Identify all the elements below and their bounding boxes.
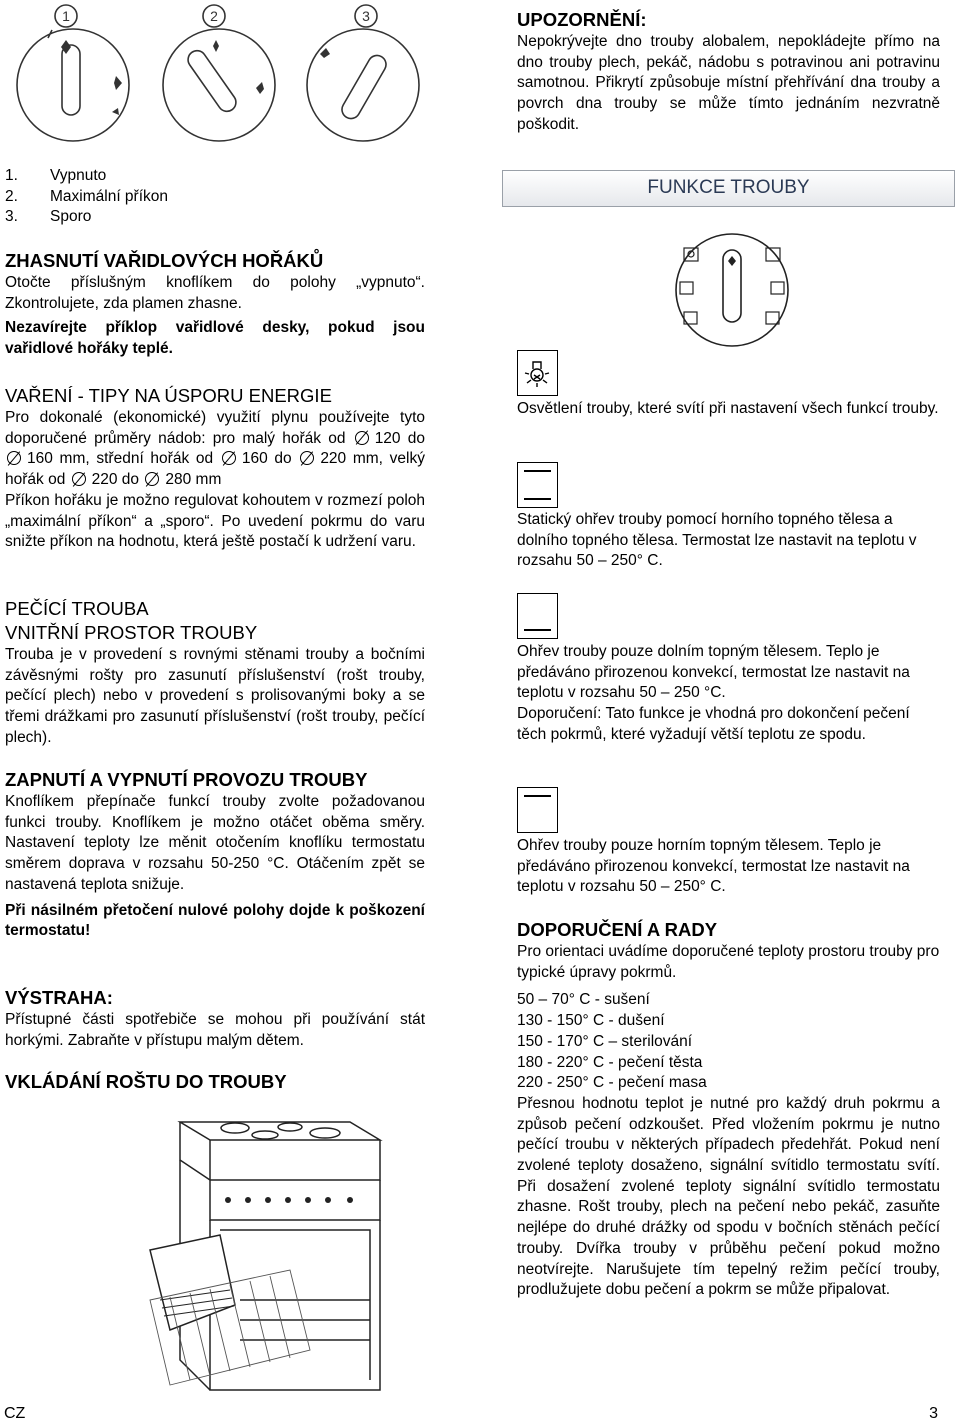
section-upozorneni: [517, 8, 940, 136]
section-title: VAŘENÍ - TIPY NA ÚSPORU ENERGIE: [5, 385, 332, 406]
list-item: 3. Sporo: [5, 208, 92, 226]
diameter-icon: [222, 451, 236, 465]
list-item: 130 - 150° C - dušení: [517, 1012, 665, 1030]
diameter-icon: [355, 431, 369, 445]
knob-3-icon: [307, 29, 419, 141]
list-item: 2. Maximální příkon: [5, 187, 169, 205]
section-vystraha: [5, 986, 425, 1051]
knob-positions-list: [5, 166, 305, 228]
function-description: Statický ohřev trouby pomocí horního topného tělesa a dolního topného tělesa. Termostat lze nastavit na teplotu v rozsahu 50 – 250° C.: [517, 511, 917, 570]
paragraph: Otočte příslušným knoflíkem do polohy „vypnuto“. Zkontrolujete, zda plamen zhasne.: [5, 274, 425, 312]
paragraph: Příkon hořáku je možno regulovat kohoutem v rozmezí poloh „maximální příkon“ a „sporo“. Po uvedení pokrmu do varu snižte příkon na hodnotu, která ještě postačí k udržení varu.: [5, 491, 425, 551]
function-description: Osvětlení trouby, které svítí při nastavení všech funkcí trouby.: [517, 400, 939, 417]
section-title: UPOZORNĚNÍ:: [517, 9, 647, 30]
knob-label-2: 2: [210, 8, 218, 24]
temperature-list: [517, 990, 940, 1094]
diameter-icon: [7, 451, 21, 465]
bottom-heat-icon: [517, 593, 558, 639]
oven-rack-illustration: [140, 1100, 420, 1410]
paragraph: Pro dokonalé (ekonomické) využití plynu používejte tyto doporučené průměry nádob: pro malý hořák od 120 do 160 mm, střední hořák od 160 do 220 mm, velký hořák od 220 do 280 mm: [5, 409, 425, 489]
section-subtitle: VNITŘNÍ PROSTOR TROUBY: [5, 622, 258, 643]
knob-label-1: 1: [62, 8, 70, 24]
section-title: PEČÍCÍ TROUBA: [5, 598, 149, 619]
section-title: ZAPNUTÍ A VYPNUTÍ PROVOZU TROUBY: [5, 769, 368, 790]
list-item: 220 - 250° C - pečení masa: [517, 1074, 707, 1092]
section-vkladani: [5, 1070, 425, 1094]
section-zapnuti: [5, 768, 425, 942]
page-number: 3: [929, 1405, 938, 1422]
section-title: DOPORUČENÍ A RADY: [517, 919, 718, 940]
top-heat-icon: [517, 787, 558, 833]
section-title: VKLÁDÁNÍ ROŠTU DO TROUBY: [5, 1071, 287, 1092]
paragraph: Pro orientaci uvádíme doporučené teploty prostoru trouby pro typické úpravy pokrmů.: [517, 943, 940, 981]
knob-positions-illustration: [0, 0, 470, 150]
knob-label-3: 3: [362, 8, 370, 24]
list-item: 1. Vypnuto: [5, 167, 107, 184]
top-bottom-heat-icon: [517, 462, 558, 508]
section-title: ZHASNUTÍ VAŘIDLOVÝCH HOŘÁKŮ: [5, 250, 324, 271]
warning-paragraph: Při násilném přetočení nulové polohy dojde k poškození termostatu!: [5, 901, 425, 940]
diameter-icon: [72, 472, 86, 486]
function-recommendation: Doporučení: Tato funkce je vhodná pro dokončení pečení těch pokrmů, které vyžadují větší teplotu ze spodu.: [517, 705, 910, 743]
oven-light-icon: [517, 350, 558, 396]
diameter-icon: [145, 472, 159, 486]
function-description: Ohřev trouby pouze dolním topným tělesem. Teplo je předáváno přirozenou konvekcí, termostat lze nastavit na teplotu v rozsahu 50 – 250 °C.: [517, 643, 910, 702]
diameter-icon: [300, 451, 314, 465]
footer-language: CZ: [4, 1405, 26, 1422]
list-item: 50 – 70° C - sušení: [517, 991, 650, 1009]
function-bottom-heat: [517, 642, 940, 746]
oven-function-knob-icon: [662, 220, 802, 360]
oven-functions-header: FUNKCE TROUBY: [502, 170, 955, 207]
section-zhasnuti: [5, 249, 425, 360]
paragraph: Trouba je v provedení s rovnými stěnami trouby a bočními závěsnými rošty pro zasunutí příslušenství (rošt trouby, pečící plech) nebo v provedení s prolisovanými boky a se třemi drážkami pro zasunutí příslušenství (rošt trouby, pečící plech).: [5, 646, 425, 746]
warning-paragraph: Nezavírejte příklop vařidlové desky, pokud jsou vařidlové hořáky teplé.: [5, 319, 425, 358]
paragraph: Přesnou hodnotu teplot je nutné pro každý druh pokrmu a způsob pečení odzkoušet. Před vložením pokrmu je nutno pečící troubu v některých případech předehřát. Pokud není zvolené teploty dosaženo, signální svítidlo termostatu svítí. Při dosažení zvolené teploty signální svítidlo termostatu zhasne. Rošt trouby, plech na pečení nebo pekáč, zasuňte nejlépe do druhé drážky od spodu v bočních stěnách pečící trouby. Dvířka trouby v průběhu pečení pokud možno neotvírejte. Narušujete tím tepelný režim pečící trouby, prodlužujete dobu pečení a pokrm se může připalovat.: [517, 1094, 940, 1299]
function-description: Ohřev trouby pouze horním topným tělesem. Teplo je předáváno přirozenou konvekcí, termostat lze nastavit na teplotu v rozsahu 50 – 250° C.: [517, 837, 910, 896]
section-doporuceni: [517, 918, 940, 1301]
section-vareni: [5, 384, 425, 553]
paragraph: Knoflíkem přepínače funkcí trouby zvolte požadovanou funkci trouby. Knoflíkem je možno otáčet oběma směry. Nastavení teploty lze měnit otočením knoflíku termostatu směrem doprava v rozsahu 50-250 °C. Otáčením zpět se nastavená teplota snižuje.: [5, 793, 425, 893]
section-title: VÝSTRAHA:: [5, 987, 113, 1008]
knob-2-icon: [163, 29, 275, 141]
section-pecici-trouba: [5, 597, 425, 749]
list-item: 180 - 220° C - pečení těsta: [517, 1053, 703, 1071]
paragraph: Nepokrývejte dno trouby alobalem, nepokládejte přímo na dno trouby plech, pekáč, nádobu s potravinou ani potravinu samotnou. Přikrytí způsobuje místní přehřívání dna trouby a povrch dna trouby se může tímto jednáním nezvratně poškodit.: [517, 33, 940, 133]
paragraph: Přístupné části spotřebiče se mohou při používání stát horkými. Zabraňte v přístupu malým dětem.: [5, 1011, 425, 1049]
list-item: 150 - 170° C – sterilování: [517, 1032, 693, 1050]
